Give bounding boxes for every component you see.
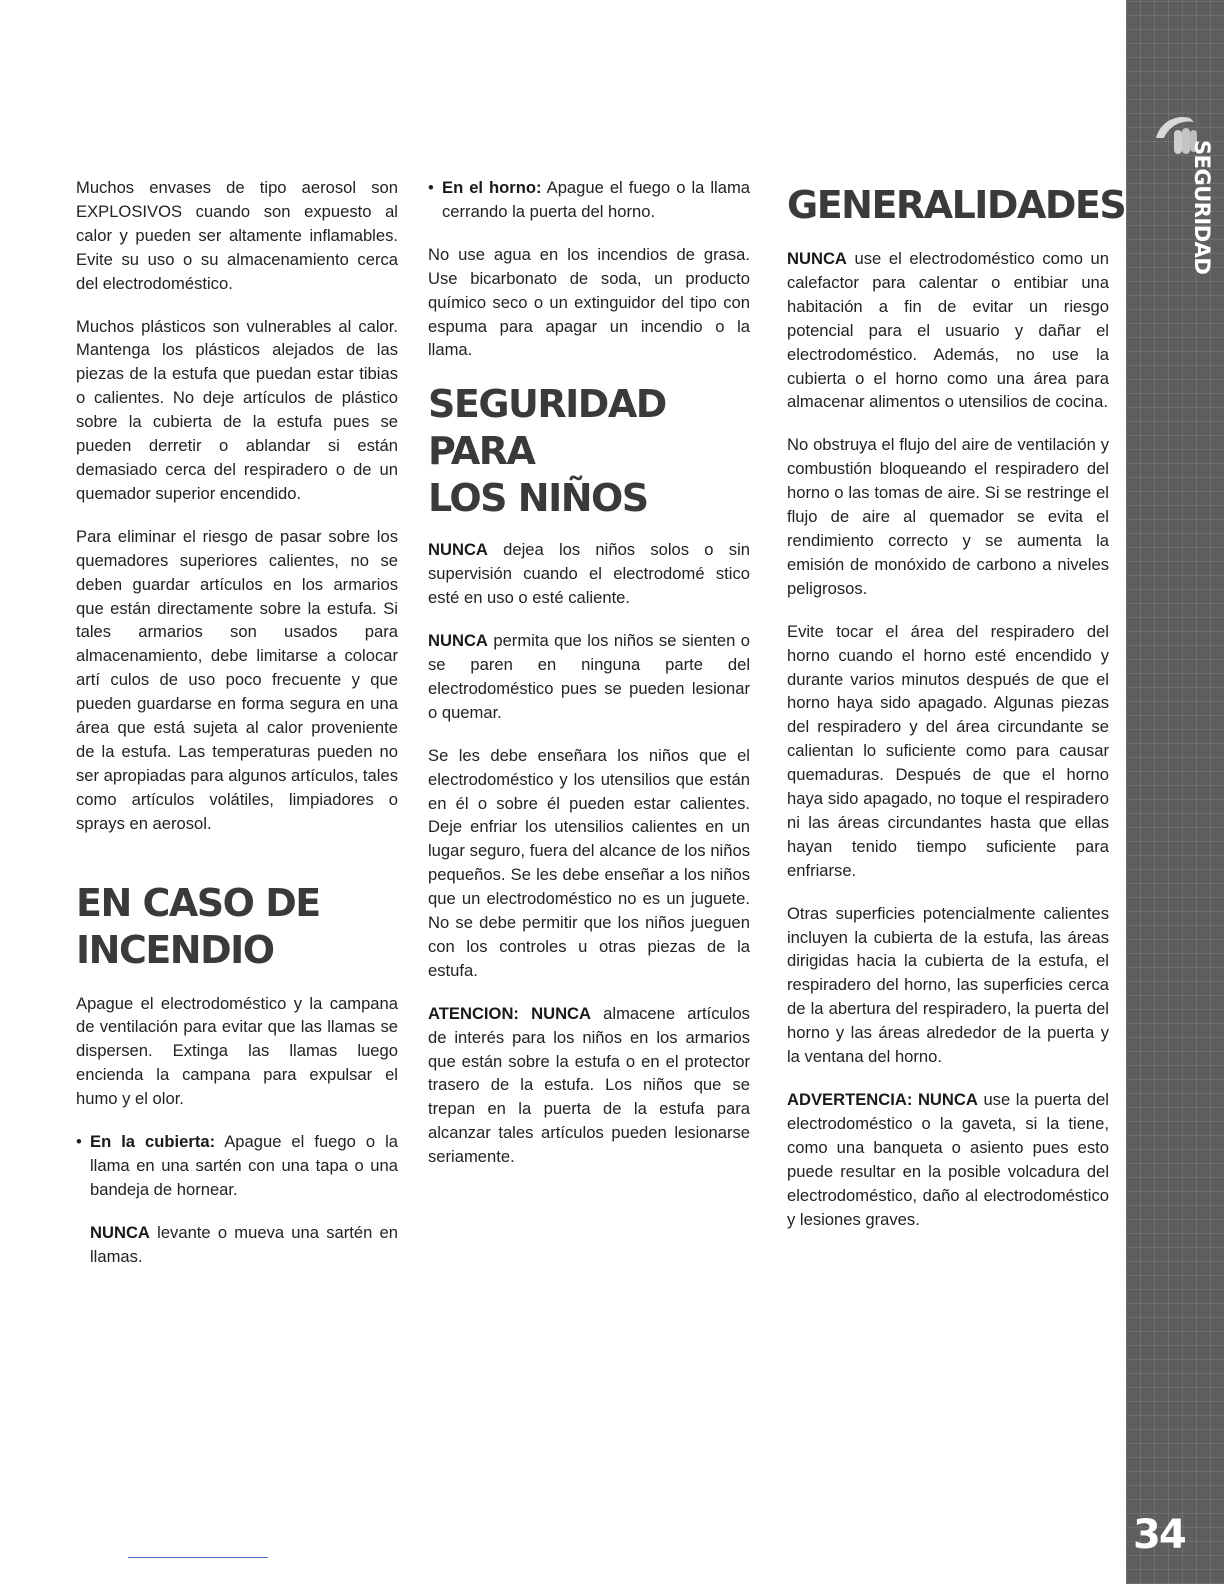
- column-middle: [428, 176, 750, 1188]
- paragraph-text: permita que los niños se sienten o se paren en ninguna parte del electrodoméstico pues se pueden lesionar o quemar.: [428, 631, 750, 722]
- note-bold: NUNCA: [90, 1222, 150, 1242]
- bullet-text: Apague el fuego o la llama cerrando la puerta del horno.: [442, 178, 750, 221]
- note-nunca-levante: [76, 1221, 398, 1269]
- column-right: [787, 176, 1126, 1250]
- paragraph-bold: NUNCA: [787, 249, 847, 268]
- note-text: levante o mueva una sartén en llamas.: [90, 1222, 398, 1266]
- paragraph-bold: ATENCION: NUNCA: [428, 1003, 592, 1023]
- heading-en-caso-de-incendio: EN CASO DE INCENDIO: [76, 880, 320, 972]
- paragraph-text: use la puerta del electrodoméstico o la gaveta, si la tiene, como una banqueta o asiento pues esto puede resultar en la posible volcadura del electrodoméstico, daño al electrodoméstico y lesiones graves.: [787, 1090, 1109, 1229]
- paragraph-plasticos: Muchos plásticos son vulnerables al calor. Mantenga los plásticos alejados de las piezas de la estufa que puedan estar tibias o calientes. No deje artículos de plástico sobre la cubierta de la estufa pues se pueden derretir o ablandar si están demasiado cerca del respiradero o de un quemador superior encendido.: [76, 316, 398, 503]
- paragraph-aerosol: Muchos envases de tipo aerosol son EXPLOSIVOS cuando son expuesto al calor y pueden ser altamente inflamables. Evite su uso o su almacenamiento cerca del electrodoméstico.: [76, 178, 398, 293]
- paragraph-text: almacene artículos de interés para los niños en los armarios que están sobre la estufa o en el protector trasero de la estufa. Los niños que se trepan en la puerta de la estufa para alcanzar tales artículos pueden lesionarse seriamente.: [428, 1003, 750, 1167]
- page-number: 34: [1133, 1512, 1185, 1558]
- heading-line-1: SEGURIDAD PARA: [428, 382, 666, 474]
- bullet-en-el-horno: [428, 176, 750, 224]
- paragraph-atencion: [428, 1002, 750, 1169]
- paragraph-nunca-sienten: [428, 629, 750, 725]
- paragraph-respiradero: Evite tocar el área del respiradero del horno cuando el horno esté encendido y durante varios minutos después de que el horno haya sido apagado. Algunas piezas del respiradero y del área circundante se calientan lo suficiente como para causar quemaduras. Después de que el horno haya sido apagado, no toque el respiradero ni las áreas circundantes hasta que ellas hayan tenido tiempo suficiente para enfriarse.: [787, 621, 1109, 880]
- bullet-dot: •: [428, 178, 434, 197]
- paragraph-text: use el electrodoméstico como un calefactor para calentar o entibiar una habitación a fin de evitar un riesgo potencial para el usuario y dañar el electrodoméstico. Además, no use la cubierta o el horno como una área para almacenar alimentos o utensilios de cocina.: [787, 249, 1109, 412]
- paragraph-superficies: Otras superficies potencialmente calientes incluyen la cubierta de la estufa, las áreas dirigidas hacia la cubierta de la estufa, el respiradero del horno, las superficies cerca de la abertura del respiradero, la puerta del horno y las áreas alrededor de la puerta y la ventana del horno.: [787, 903, 1109, 1067]
- paragraph-bold: ADVERTENCIA: NUNCA: [787, 1090, 978, 1109]
- footer-rule: [128, 1557, 268, 1558]
- column-left: [76, 176, 398, 1288]
- bullet-label: En el horno:: [442, 178, 542, 197]
- paragraph-ensenar: Se les debe enseñara los niños que el electrodoméstico y los utensilios que están en él o sobre él pueden estar calientes. Deje enfriar los utensilios calientes en un lugar seguro, fuera del alcance de los niños pequeños. Se les debe enseñar a los niños que un electrodoméstico no es un juguete. No se debe permitir que los niños jueguen con los controles u otras piezas de la estufa.: [428, 745, 750, 980]
- paragraph-grasa: No use agua en los incendios de grasa. Use bicarbonato de soda, un producto químico seco o un extinguidor del tipo con espuma para apagar un incendio o la llama.: [428, 244, 750, 360]
- bullet-en-la-cubierta: [76, 1130, 398, 1202]
- bullet-text: Apague el fuego o la llama en una sartén con una tapa o una bandeja de hornear.: [90, 1132, 398, 1199]
- paragraph-calefactor: [787, 247, 1109, 414]
- paragraph-advertencia: [787, 1088, 1109, 1231]
- heading-generalidades: GENERALIDADES: [787, 183, 1126, 227]
- bullet-dot: •: [76, 1132, 82, 1152]
- paragraph-bold: NUNCA: [428, 631, 488, 651]
- paragraph-nunca-solos: [428, 538, 750, 610]
- paragraph-apague: Apague el electrodoméstico y la campana de ventilación para evitar que las llamas se dispersen. Extinga las llamas luego encienda la campana para expulsar el humo y el olor.: [76, 993, 398, 1109]
- heading-seguridad-ninos: [428, 381, 750, 522]
- paragraph-armarios: Para eliminar el riesgo de pasar sobre los quemadores superiores calientes, no se deben guardar artículos en los armarios que están directamente sobre la estufa. Si tales armarios son usados para almacenamiento, debe limitarse a colocar artí culos de uso poco frecuente y que pueden guardarse en forma segura en una área que está sujeta al calor proveniente de la estufa. Las temperaturas pueden no ser apropiadas para algunos artículos, tales como artículos volátiles, limpiadores o sprays en aerosol.: [76, 526, 398, 833]
- paragraph-bold: NUNCA: [428, 540, 488, 560]
- bullet-label: En la cubierta:: [90, 1132, 216, 1152]
- paragraph-ventilacion: No obstruya el flujo del aire de ventilación y combustión bloqueando el respiradero del horno o las tomas de aire. Si se restringe el flujo de aire al quemador se evita el rendimiento correcto y se aumenta la emisión de monóxido de carbono a niveles peligrosos.: [787, 435, 1109, 598]
- heading-line-2: LOS NIÑOS: [428, 476, 648, 521]
- section-tab-label: SEGURIDAD: [1190, 140, 1214, 275]
- paragraph-text: dejea los niños solos o sin supervisión cuando el electrodomé stico esté en uso o esté caliente.: [428, 540, 750, 608]
